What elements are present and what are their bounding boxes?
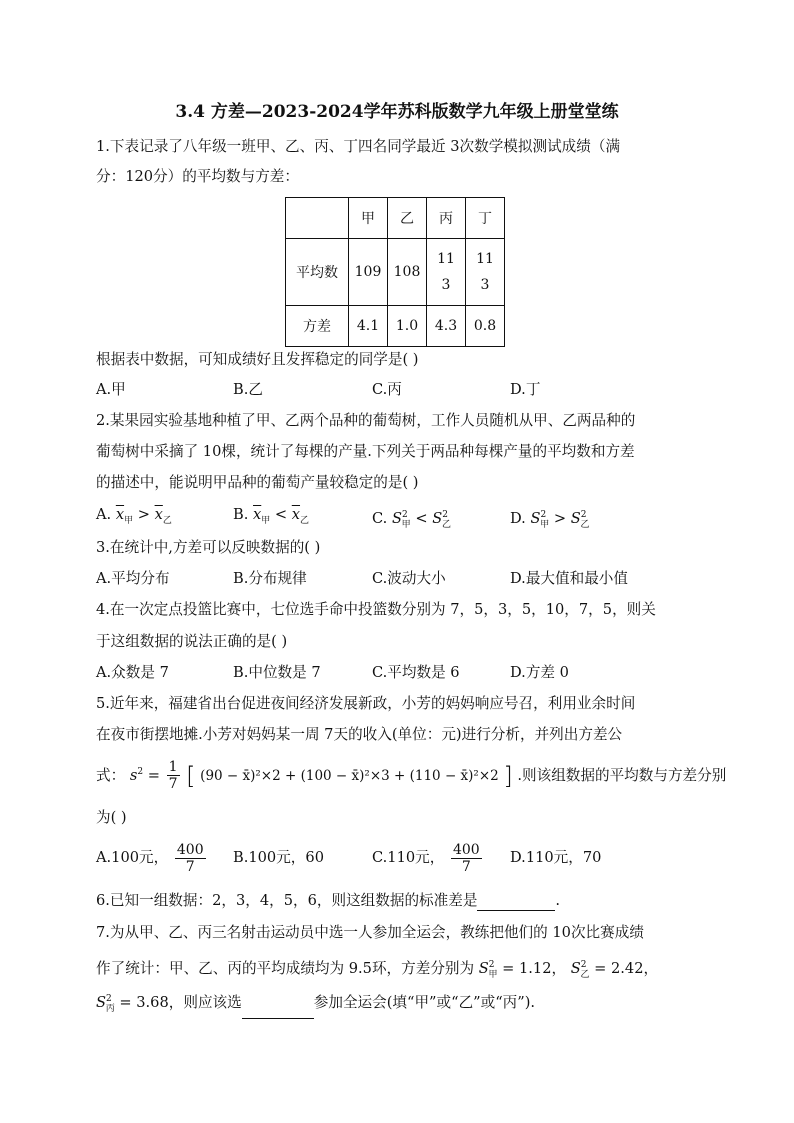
table-header-jia: 甲: [349, 198, 388, 239]
mean-ding-part2: 3: [480, 277, 490, 293]
q7-line1: 7.为从甲、乙、丙三名射击运动员中选一人参加全运会，教练把他们的 10次比赛成绩: [96, 924, 644, 941]
q5-a-den: 7: [185, 858, 195, 875]
sq: 2: [580, 510, 587, 520]
sub-yi: 乙: [162, 515, 172, 526]
q2-option-c: [372, 505, 451, 535]
s-yi: S: [570, 509, 581, 527]
q1-option-a: A.甲: [96, 381, 126, 398]
sq: 2: [401, 510, 408, 520]
scores-table: [285, 197, 505, 347]
table-header-yi: 乙: [388, 198, 427, 239]
q1-line1: 1.下表记录了八年级一班甲、乙、丙、丁四名同学最近 3次数学模拟测试成绩（满: [96, 138, 621, 155]
q5-formula-prefix: 式：: [96, 766, 126, 784]
q4-option-a: A.众数是 7: [96, 664, 169, 681]
s-jia-value: = 1.12，: [502, 959, 567, 977]
mean-bing-part2: 3: [441, 277, 451, 293]
q2-line3: 的描述中，能说明甲品种的葡萄产量较稳定的是( ): [96, 474, 419, 491]
q1-option-b: B.乙: [233, 381, 263, 398]
s-yi-value: = 2.42，: [594, 959, 659, 977]
s-jia: S: [530, 509, 541, 527]
q5-c-text: C.110元，: [372, 849, 445, 866]
sq: 2: [488, 960, 495, 970]
q2-line2: 葡萄树中采摘了 10棵，统计了每棵的产量.下列关于两品种每棵产量的平均数和方差: [96, 443, 635, 460]
q4-line1: 4.在一次定点投篮比赛中，七位选手命中投篮数分别为 7，5，3，5，10，7，5，则关: [96, 601, 656, 618]
q4-option-d: D.方差 0: [510, 664, 569, 681]
q4-option-b: B.中位数是 7: [233, 664, 321, 681]
q2-b-label: B.: [233, 506, 249, 523]
var-yi: 1.0: [388, 306, 427, 347]
mean-jia: 109: [349, 239, 388, 306]
q3-option-d: D.最大值和最小值: [510, 570, 628, 587]
formula-fraction: [167, 759, 180, 792]
q6-period: .: [555, 892, 561, 909]
q5-a-text: A.100元，: [96, 849, 169, 866]
xbar-yi: $\overline{x}$: [154, 506, 163, 523]
q2-a-label: A.: [96, 506, 112, 523]
q4-line2: 于这组数据的说法正确的是( ): [96, 633, 288, 650]
s-bing: S: [96, 993, 106, 1011]
sub-jia: 甲: [401, 519, 411, 530]
q3-option-b: B.分布规律: [233, 570, 307, 587]
q7-line3: [96, 989, 535, 1019]
q5-line1: 5.近年来，福建省出台促进夜间经济发展新政，小芳的妈妈响应号召，利用业余时间: [96, 695, 636, 712]
q5-line4: 为( ): [96, 809, 127, 826]
xbar-jia: $\overline{x}$: [253, 506, 262, 523]
table-row-mean: [286, 239, 505, 306]
sub-yi: 乙: [441, 519, 451, 530]
q5-formula-line: [96, 752, 726, 796]
right-bracket: ]: [503, 761, 513, 790]
sq: 2: [106, 994, 112, 1004]
q5-option-d: D.110元，70: [510, 849, 602, 866]
mean-bing-part1: 11: [437, 251, 455, 267]
table-corner-cell: [286, 198, 349, 239]
q7-line2: [96, 955, 658, 985]
sq: 2: [442, 510, 448, 520]
q2-option-d: [510, 505, 589, 535]
table-row-variance: [286, 306, 505, 347]
q5-option-b: B.100元，60: [233, 849, 324, 866]
sq: 2: [540, 510, 547, 520]
formula-eq: =: [147, 766, 165, 784]
mean-yi: 108: [388, 239, 427, 306]
sub-jia: 甲: [488, 969, 498, 980]
q2-line1: 2.某果园实验基地种植了甲、乙两个品种的葡萄树，工作人员随机从甲、乙两品种的: [96, 412, 636, 429]
q3-line1: 3.在统计中,方差可以反映数据的( ): [96, 539, 321, 556]
sub-yi: 乙: [580, 519, 590, 530]
s-yi: S: [570, 959, 581, 977]
q6-line1: [96, 891, 560, 911]
q5-option-a: [96, 840, 208, 876]
q2-a-op: >: [137, 506, 150, 523]
q7-line3-post: 参加全运会(填“甲”或“乙”或“丙”).: [313, 993, 536, 1011]
q5-a-num: 400: [176, 841, 204, 858]
var-jia: 4.1: [349, 306, 388, 347]
left-bracket: [: [186, 761, 196, 790]
q5-c-num: 400: [452, 841, 480, 858]
q2-d-label: D.: [510, 509, 526, 527]
xbar-jia: $\overline{x}$: [115, 506, 125, 523]
xbar-yi: $\overline{x}$: [291, 506, 301, 523]
formula-s-sq: 2: [137, 767, 144, 777]
q5-c-fraction: [451, 842, 482, 875]
q3-option-a: A.平均分布: [96, 570, 170, 587]
q1-option-d: D.丁: [510, 381, 541, 398]
row-label-variance: 方差: [286, 306, 349, 347]
s-bing-value: = 3.68: [119, 993, 169, 1011]
sub-yi: 乙: [580, 969, 590, 980]
row-label-mean: 平均数: [286, 239, 349, 306]
q6-answer-blank[interactable]: [477, 895, 555, 911]
q5-option-c: [372, 840, 484, 876]
q2-c-label: C.: [372, 509, 388, 527]
mean-ding-part1: 11: [476, 251, 494, 267]
q3-option-c: C.波动大小: [372, 570, 446, 587]
q7-line2-text: 作了统计：甲、乙、丙的平均成绩均为 9.5环，方差分别为: [96, 959, 479, 977]
sub-yi: 乙: [300, 515, 310, 526]
sub-jia: 甲: [261, 515, 271, 526]
q2-d-op: >: [553, 509, 567, 527]
sub-jia: 甲: [124, 515, 134, 526]
sq: 2: [580, 960, 587, 970]
sub-bing: 丙: [105, 1003, 115, 1014]
mean-ding: [466, 239, 505, 306]
fraction-denominator: 7: [168, 776, 178, 793]
q4-option-c: C.平均数是 6: [372, 664, 460, 681]
formula-body: (90 − x̄)²×2 + (100 − x̄)²×3 + (110 − x̄)²×2: [200, 767, 499, 784]
q7-answer-blank[interactable]: [242, 1003, 314, 1019]
q6-text: 6.已知一组数据：2，3，4，5，6，则这组数据的标准差是: [96, 892, 478, 909]
q1-stem: 根据表中数据，可知成绩好且发挥稳定的同学是( ): [96, 351, 419, 368]
sub-jia: 甲: [540, 519, 550, 530]
q5-line2: 在夜市街摆地摊.小芳对妈妈某一周 7天的收入(单位：元)进行分析，并列出方差公: [96, 726, 623, 743]
var-bing: 4.3: [427, 306, 466, 347]
formula-s: s: [129, 766, 138, 784]
page-title: 3.4 方差—2023-2024学年苏科版数学九年级上册堂堂练: [175, 102, 619, 122]
q5-formula-suffix: .则该组数据的平均数与方差分别: [517, 766, 727, 784]
table-header-bing: 丙: [427, 198, 466, 239]
table-header-ding: 丁: [466, 198, 505, 239]
s-jia: S: [391, 509, 402, 527]
q7-line3-mid: ，则应该选: [168, 993, 242, 1011]
q1-line2: 分：120分）的平均数与方差：: [96, 168, 299, 185]
q2-option-a: [96, 505, 172, 531]
s-yi: S: [432, 509, 443, 527]
q2-option-b: [233, 505, 309, 531]
fraction-numerator: 1: [168, 759, 178, 776]
mean-bing: [427, 239, 466, 306]
q5-c-den: 7: [461, 858, 471, 875]
q2-b-op: <: [274, 506, 288, 523]
q5-a-fraction: [175, 842, 206, 875]
q2-c-op: <: [415, 509, 428, 527]
table-header-row: [286, 198, 505, 239]
q1-option-c: C.丙: [372, 381, 402, 398]
var-ding: 0.8: [466, 306, 505, 347]
s-jia: S: [478, 959, 489, 977]
